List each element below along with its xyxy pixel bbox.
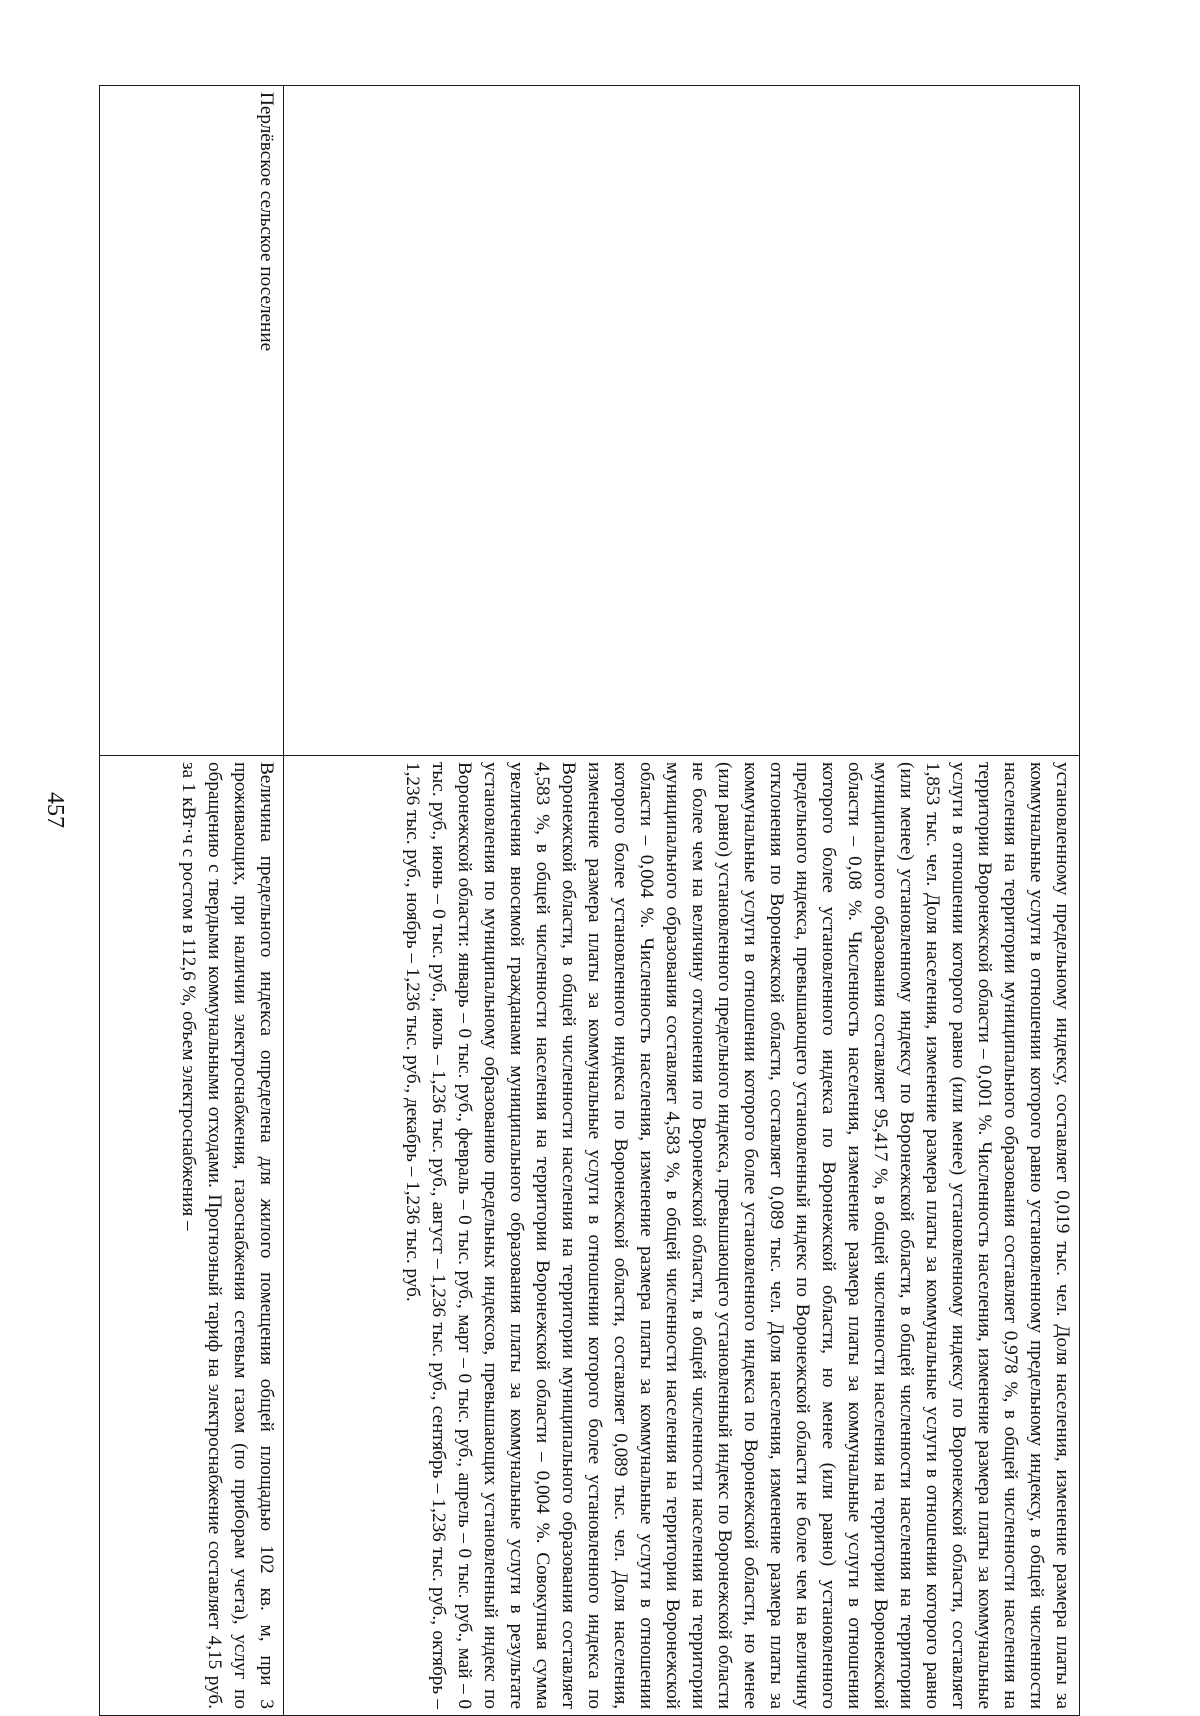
rotated-page-content: [100, 85, 1080, 1715]
table-row: [100, 86, 284, 1716]
table-row: [284, 86, 1080, 1716]
page-number: 457: [42, 792, 68, 828]
document-table: [99, 85, 1080, 1716]
municipality-name-cell: Перлёвское сельское поселение: [100, 86, 284, 756]
municipality-name-cell: [284, 86, 1080, 756]
description-cell: установленному предельному индексу, составляет 0,019 тыс. чел. Доля населения, изменение размера платы за коммунальные услуги в отношении которого равно установленному предельному индексу, в общей численности населения на территории муниципального образования составляет 0,978 %, в общей численности населения на территории Воронежской области – 0,001 %. Численность населения, изменение размера платы за коммунальные услуги в отношении которого равно (или менее) установленному индексу по Воронежской области, составляет 1,853 тыс. чел. Доля населения, изменение размера платы за коммунальные услуги в отношении которого равно (или менее) установленному индексу по Воронежской области, в общей численности населения на территории муниципального образования составляет 95,417 %, в общей численности населения на территории Воронежской области – 0,08 %. Численность населения, изменение размера платы за коммунальные услуги в отношении которого более установленного индекса по Воронежской области, но менее (или равно) установленного предельного индекса, превышающего установленный индекс по Воронежской области не более чем на величину отклонения по Воронежской области, составляет 0,089 тыс. чел. Доля населения, изменение размера платы за коммунальные услуги в отношении которого более установленного индекса по Воронежской области, но менее (или равно) установленного предельного индекса, превышающего установленный индекс по Воронежской области не более чем на величину отклонения по Воронежской области, в общей численности населения на территории муниципального образования составляет 4,583 %, в общей численности населения на территории Воронежской области – 0,004 %. Численность населения, изменение размера платы за коммунальные услуги в отношении которого более установленного индекса по Воронежской области, составляет 0,089 тыс. чел. Доля населения, изменение размера платы за коммунальные услуги в отношении которого более установленного индекса по Воронежской области, в общей численности населения на территории муниципального образования составляет 4,583 %, в общей численности населения на территории Воронежской области – 0,004 %. Совокупная сумма увеличения вносимой гражданами муниципального образования платы за коммунальные услуги в результате установления по муниципальному образованию предельных индексов, превышающих установленный индекс по Воронежской области: январь – 0 тыс. руб., февраль – 0 тыс. руб., март – 0 тыс. руб., апрель – 0 тыс. руб., май – 0 тыс. руб., июнь – 0 тыс. руб., июль – 1,236 тыс. руб., август – 1,236 тыс. руб., сентябрь – 1,236 тыс. руб., октябрь – 1,236 тыс. руб., ноябрь – 1,236 тыс. руб., декабрь – 1,236 тыс. руб.: [284, 756, 1080, 1716]
description-cell: Величина предельного индекса определена для жилого помещения общей площадью 102 кв. м, при 3 проживающих, при наличии электроснабжения, газоснабжения сетевым газом (по приборам учета), услуг по обращению с твердыми коммунальными отходами. Прогнозный тариф на электроснабжение составляет 4,15 руб. за 1 кВт·ч с ростом в 112,6 %, объем электроснабжения –: [100, 756, 284, 1716]
